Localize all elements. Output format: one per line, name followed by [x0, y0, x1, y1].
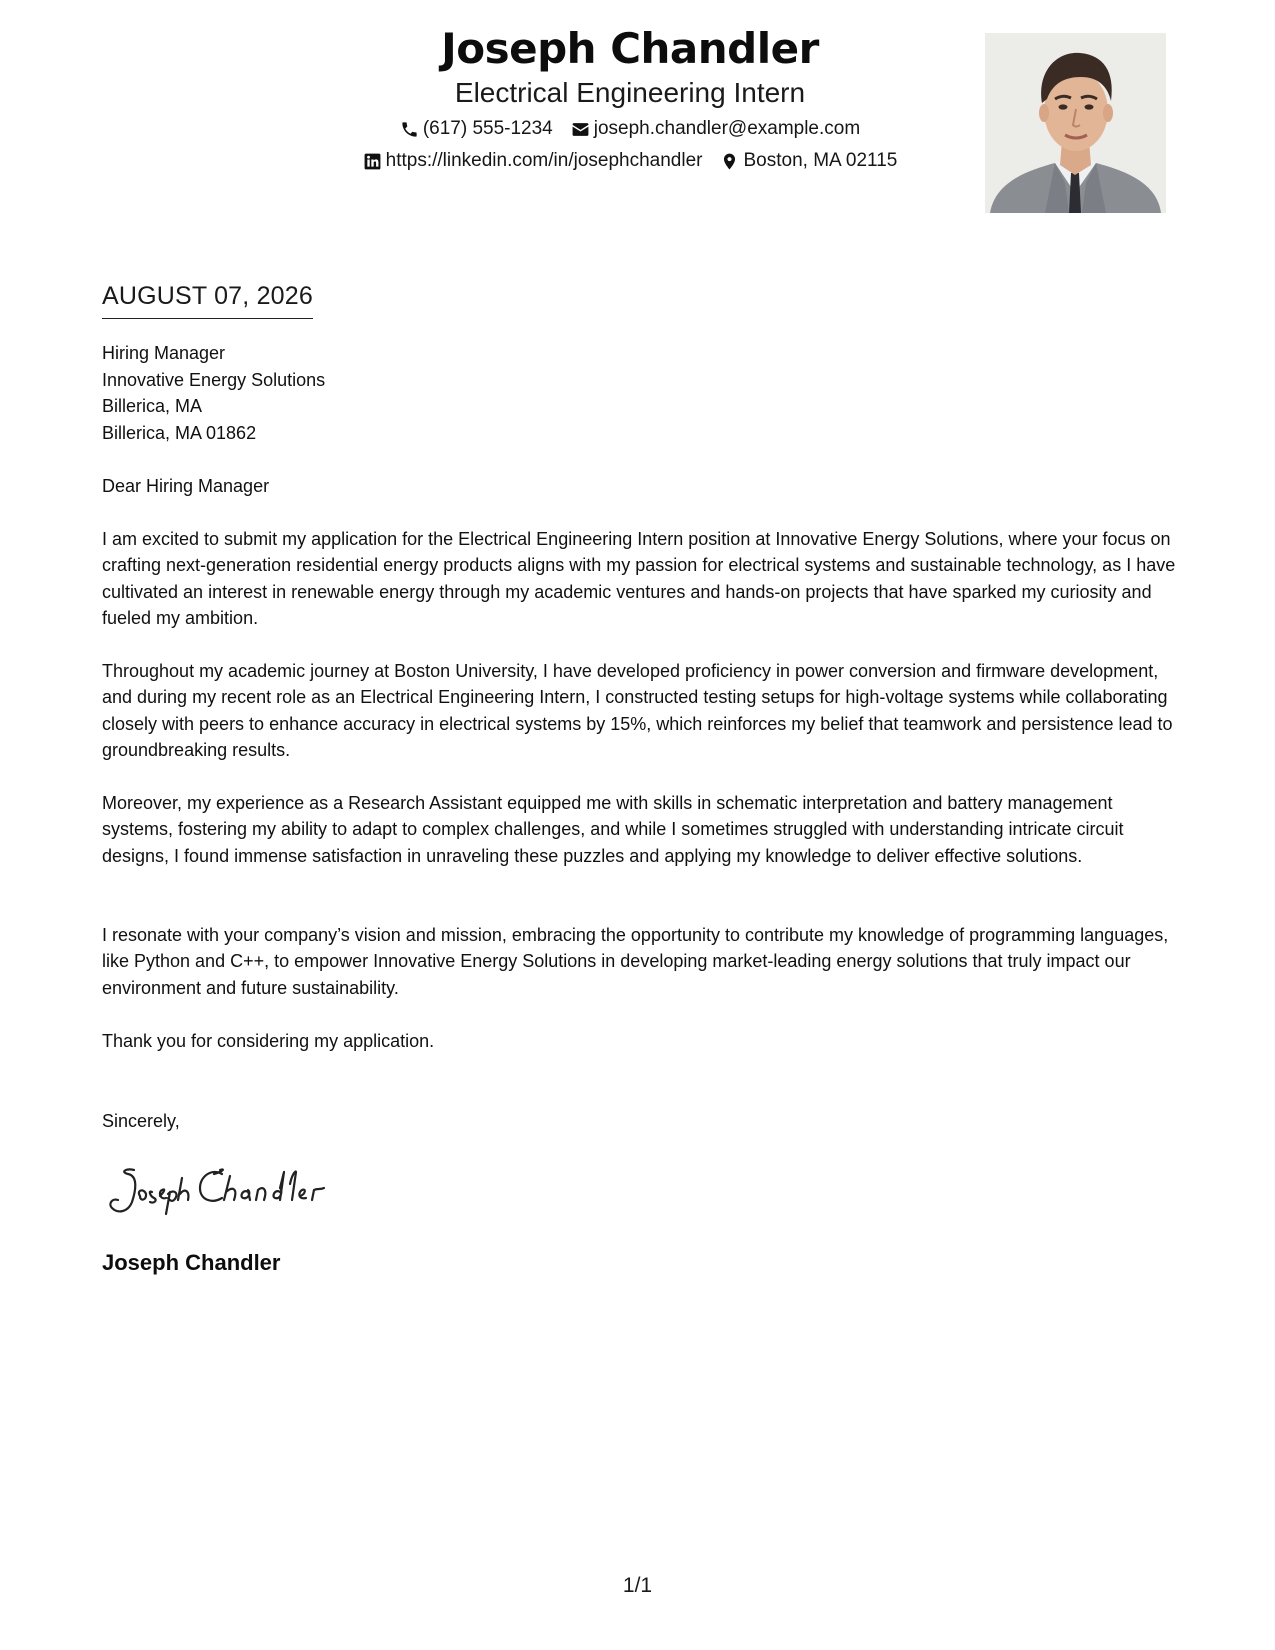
letter-date: AUGUST 07, 2026	[102, 280, 313, 319]
applicant-name: Joseph Chandler	[441, 24, 819, 73]
body-paragraph-1: I am excited to submit my application for the Electrical Engineering Intern position at Innovative Energy Solutions, where your focus on crafting next-generation residential energy products aligns with my passion for electrical systems and sustainable technology, as I have cultivated an interest in renewable energy through my academic ventures and hands-on projects that have sparked my curiosity and fueled my ambition.	[102, 529, 1176, 628]
portrait-illustration	[985, 33, 1166, 213]
envelope-icon	[571, 120, 590, 139]
contact-phone[interactable]	[400, 116, 553, 142]
recipient-city: Billerica, MA	[102, 396, 203, 416]
body-paragraph-2: Throughout my academic journey at Boston University, I have developed proficiency in power conversion and firmware development, and during my recent role as an Electrical Engineering Intern, I constructed testing setups for high-voltage systems while collaborating closely with peers to enhance accuracy in electrical systems by 15%, which reinforces my belief that teamwork and persistence lead to groundbreaking results.	[102, 661, 1173, 760]
handwritten-signature	[104, 1160, 364, 1220]
body-paragraph-4: I resonate with your company’s vision and mission, embracing the opportunity to contribute my knowledge of programming languages, like Python and C++, to empower Innovative Energy Solutions in developing market-leading energy solutions that truly impact our environment and future sustainability.	[102, 925, 1169, 998]
profile-photo	[985, 33, 1166, 213]
closing-thanks: Thank you for considering my application.	[102, 1031, 435, 1051]
map-pin-icon	[720, 152, 739, 171]
contact-row-1	[230, 116, 1030, 142]
page-number: 1/1	[622, 1574, 653, 1597]
recipient-name: Hiring Manager	[102, 343, 226, 363]
signer-name: Joseph Chandler	[102, 1250, 281, 1275]
location-text: Boston, MA 02115	[743, 150, 898, 171]
email-text: joseph.chandler@example.com	[593, 118, 861, 139]
recipient-address: Billerica, MA 01862	[102, 422, 257, 443]
body-paragraph-3: Moreover, my experience as a Research Assistant equipped me with skills in schematic interpretation and battery management systems, fostering my ability to adapt to complex challenges, and while I sometimes struggled with understanding intricate circuit designs, I found immense satisfaction in unraveling these puzzles and applying my knowledge to deliver effective solutions.	[102, 793, 1124, 866]
signoff: Sincerely,	[102, 1111, 180, 1131]
applicant-title: Electrical Engineering Intern	[454, 77, 806, 108]
contact-linkedin[interactable]	[363, 148, 703, 174]
contact-location	[720, 148, 897, 174]
linkedin-icon	[363, 152, 382, 171]
phone-text: (617) 555-1234	[422, 118, 553, 139]
linkedin-text: https://linkedin.com/in/josephchandler	[385, 150, 703, 171]
recipient-block	[102, 340, 325, 446]
contact-email[interactable]	[571, 116, 860, 142]
recipient-company: Innovative Energy Solutions	[102, 369, 326, 390]
salutation: Dear Hiring Manager	[102, 476, 270, 496]
phone-icon	[400, 120, 419, 139]
contact-row-2	[230, 148, 1030, 174]
letter-header	[230, 22, 1030, 174]
